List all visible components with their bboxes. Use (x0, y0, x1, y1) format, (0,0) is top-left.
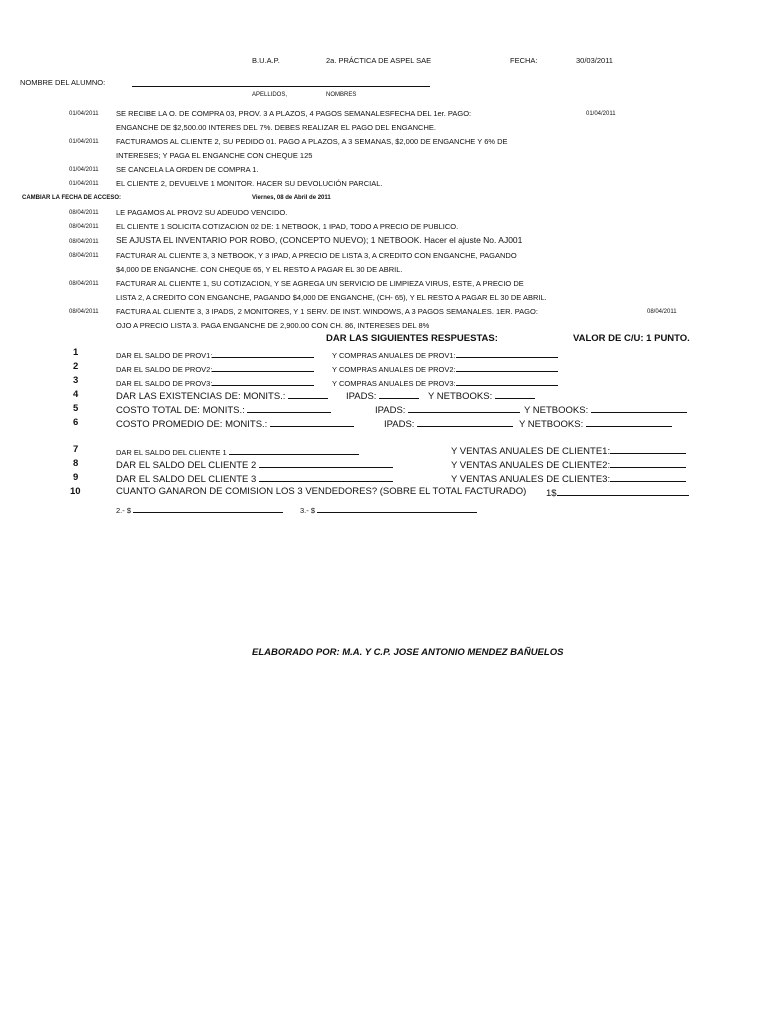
entry-right-date: 08/04/2011 (647, 309, 677, 315)
answer-blank[interactable] (259, 458, 393, 468)
question-text: COSTO TOTAL DE: MONITS.: (116, 403, 331, 416)
extra-answer: 3.- $ (300, 503, 477, 516)
change-date-value: Viernes, 08 de Abril de 2011 (252, 195, 331, 201)
answer-blank[interactable] (610, 472, 686, 482)
entry-line: $4,000 DE ENGANCHE. CON CHEQUE 65, Y EL RESTO A PAGAR EL 30 DE ABRIL. (116, 265, 403, 274)
question-number: 3 (73, 375, 79, 386)
entry-date: 01/04/2011 (69, 111, 99, 117)
question-text: Y VENTAS ANUALES DE CLIENTE3: (451, 472, 686, 485)
nombres-label: NOMBRES (326, 92, 357, 98)
school-name: B.U.A.P. (252, 56, 280, 65)
answer-blank[interactable] (317, 503, 477, 513)
question-number: 8 (73, 458, 79, 469)
answers-heading: DAR LAS SIGUIENTES RESPUESTAS: (326, 333, 498, 344)
answer-blank[interactable] (495, 389, 535, 399)
entry-line: LE PAGAMOS AL PROV2 SU ADEUDO VENCIDO. (116, 208, 288, 217)
question-number: 7 (73, 444, 79, 455)
entry-line: FACTURAR AL CLIENTE 3, 3 NETBOOK, Y 3 IPAD, A PRECIO DE LISTA 3, A CREDITO CON ENGANCHE, PAGANDO (116, 251, 517, 260)
answer-blank[interactable] (212, 348, 314, 358)
question-text: Y NETBOOKS: (428, 389, 535, 402)
question-text: COSTO PROMEDIO DE: MONITS.: (116, 417, 354, 430)
question-number: 9 (73, 472, 79, 483)
question-text: DAR EL SALDO DE PROV3: (116, 376, 314, 389)
answer-blank[interactable] (456, 376, 558, 386)
question-text: DAR EL SALDO DEL CLIENTE 1 (116, 445, 359, 458)
entry-line: FACTURAR AL CLIENTE 1, SU COTIZACION, Y SE AGREGA UN SERVICIO DE LIMPIEZA VIRUS, ESTE, A PRECIO DE (116, 279, 524, 288)
entry-line: ENGANCHE DE $2,500.00 INTERES DEL 7%. DEBES REALIZAR EL PAGO DEL ENGANCHE. (116, 123, 436, 132)
student-name-line[interactable] (132, 86, 430, 87)
question-text: Y VENTAS ANUALES DE CLIENTE2: (451, 458, 686, 471)
change-date-label: CAMBIAR LA FECHA DE ACCESO: (22, 195, 121, 201)
answer-blank[interactable] (133, 503, 283, 513)
answer-blank[interactable] (379, 389, 419, 399)
entry-date: 01/04/2011 (69, 167, 99, 173)
question-text: IPADS: (346, 389, 419, 402)
entry-line: EL CLIENTE 1 SOLICITA COTIZACION 02 DE: 1 NETBOOK, 1 IPAD, TODO A PRECIO DE PUBLICO. (116, 222, 459, 231)
question-number: 10 (70, 486, 81, 497)
answer-blank[interactable] (610, 444, 686, 454)
entry-date: 08/04/2011 (69, 253, 99, 259)
entry-date: 08/04/2011 (69, 224, 99, 230)
question-text: DAR EL SALDO DE PROV1: (116, 348, 314, 361)
answer-blank[interactable] (591, 403, 687, 413)
practice-title: 2a. PRÁCTICA DE ASPEL SAE (326, 56, 432, 65)
answer-blank[interactable] (417, 417, 513, 427)
answer-blank[interactable] (557, 486, 689, 496)
entry-line: OJO A PRECIO LISTA 3. PAGA ENGANCHE DE 2,900.00 CON CH. 86, INTERESES DEL 8% (116, 321, 430, 330)
question-text: 1$ (546, 486, 689, 499)
question-text: IPADS: (375, 403, 520, 416)
entry-right-date: 01/04/2011 (586, 111, 616, 117)
entry-line: SE RECIBE LA O. DE COMPRA 03, PROV. 3 A PLAZOS, 4 PAGOS SEMANALESFECHA DEL 1er. PAGO: (116, 109, 472, 118)
entry-date: 08/04/2011 (69, 309, 99, 315)
question-text: DAR LAS EXISTENCIAS DE: MONITS.: (116, 389, 328, 402)
entry-line: EL CLIENTE 2, DEVUELVE 1 MONITOR. HACER SU DEVOLUCIÓN PARCIAL. (116, 179, 383, 188)
answer-blank[interactable] (212, 376, 314, 386)
entry-line: LISTA 2, A CREDITO CON ENGANCHE, PAGANDO $4,000 DE ENGANCHE, (CH- 65), Y EL RESTO A PAGAR EL 30 DE ABRIL. (116, 293, 547, 302)
extra-answer: 2.- $ (116, 503, 283, 516)
question-text: IPADS: (384, 417, 513, 430)
answers-value: VALOR DE C/U: 1 PUNTO. (573, 333, 690, 344)
answer-blank[interactable] (456, 348, 558, 358)
question-text: CUANTO GANARON DE COMISION LOS 3 VENDEDORES? (SOBRE EL TOTAL FACTURADO) (116, 486, 527, 497)
entry-date: 01/04/2011 (69, 181, 99, 187)
question-number: 6 (73, 417, 79, 428)
answer-blank[interactable] (456, 362, 558, 372)
entry-line: FACTURAMOS AL CLIENTE 2, SU PEDIDO 01. PAGO A PLAZOS, A 3 SEMANAS, $2,000 DE ENGANCHE Y 6% DE (116, 137, 508, 146)
answer-blank[interactable] (259, 472, 393, 482)
answer-blank[interactable] (288, 389, 328, 399)
entry-date: 01/04/2011 (69, 139, 99, 145)
author-credit: ELABORADO POR: M.A. Y C.P. JOSE ANTONIO MENDEZ BAÑUELOS (252, 647, 564, 658)
entry-date: 08/04/2011 (69, 210, 99, 216)
question-number: 4 (73, 389, 79, 400)
question-number: 5 (73, 403, 79, 414)
date-label: FECHA: (510, 56, 538, 65)
answer-blank[interactable] (610, 458, 686, 468)
question-number: 1 (73, 347, 79, 358)
answer-blank[interactable] (408, 403, 520, 413)
answer-blank[interactable] (270, 417, 354, 427)
question-text: DAR EL SALDO DEL CLIENTE 3 (116, 472, 393, 485)
question-text: Y VENTAS ANUALES DE CLIENTE1: (451, 444, 686, 457)
question-text: Y COMPRAS ANUALES DE PROV3: (332, 376, 558, 389)
question-number: 2 (73, 361, 79, 372)
entry-line: INTERESES; Y PAGA EL ENGANCHE CON CHEQUE 125 (116, 151, 313, 160)
answer-blank[interactable] (247, 403, 331, 413)
answer-blank[interactable] (586, 417, 672, 427)
entry-line: SE AJUSTA EL INVENTARIO POR ROBO, (CONCEPTO NUEVO); 1 NETBOOK. Hacer el ajuste No. AJ001 (116, 235, 523, 245)
question-text: Y COMPRAS ANUALES DE PROV2: (332, 362, 558, 375)
apellidos-label: APELLIDOS, (252, 92, 288, 98)
entry-line: SE CANCELA LA ORDEN DE COMPRA 1. (116, 165, 259, 174)
entry-date: 08/04/2011 (69, 239, 99, 245)
entry-date: 08/04/2011 (69, 281, 99, 287)
date-value: 30/03/2011 (576, 56, 613, 65)
question-text: Y NETBOOKS: (524, 403, 687, 416)
answer-blank[interactable] (229, 445, 359, 455)
answer-blank[interactable] (212, 362, 314, 372)
student-name-label: NOMBRE DEL ALUMNO: (20, 78, 106, 87)
question-text: DAR EL SALDO DEL CLIENTE 2 (116, 458, 393, 471)
question-text: Y COMPRAS ANUALES DE PROV1: (332, 348, 558, 361)
question-text: DAR EL SALDO DE PROV2: (116, 362, 314, 375)
question-text: Y NETBOOKS: (519, 417, 672, 430)
entry-line: FACTURA AL CLIENTE 3, 3 IPADS, 2 MONITORES, Y 1 SERV. DE INST. WINDOWS, A 3 PAGOS SEMANALES. 1ER. PAGO: (116, 307, 538, 316)
